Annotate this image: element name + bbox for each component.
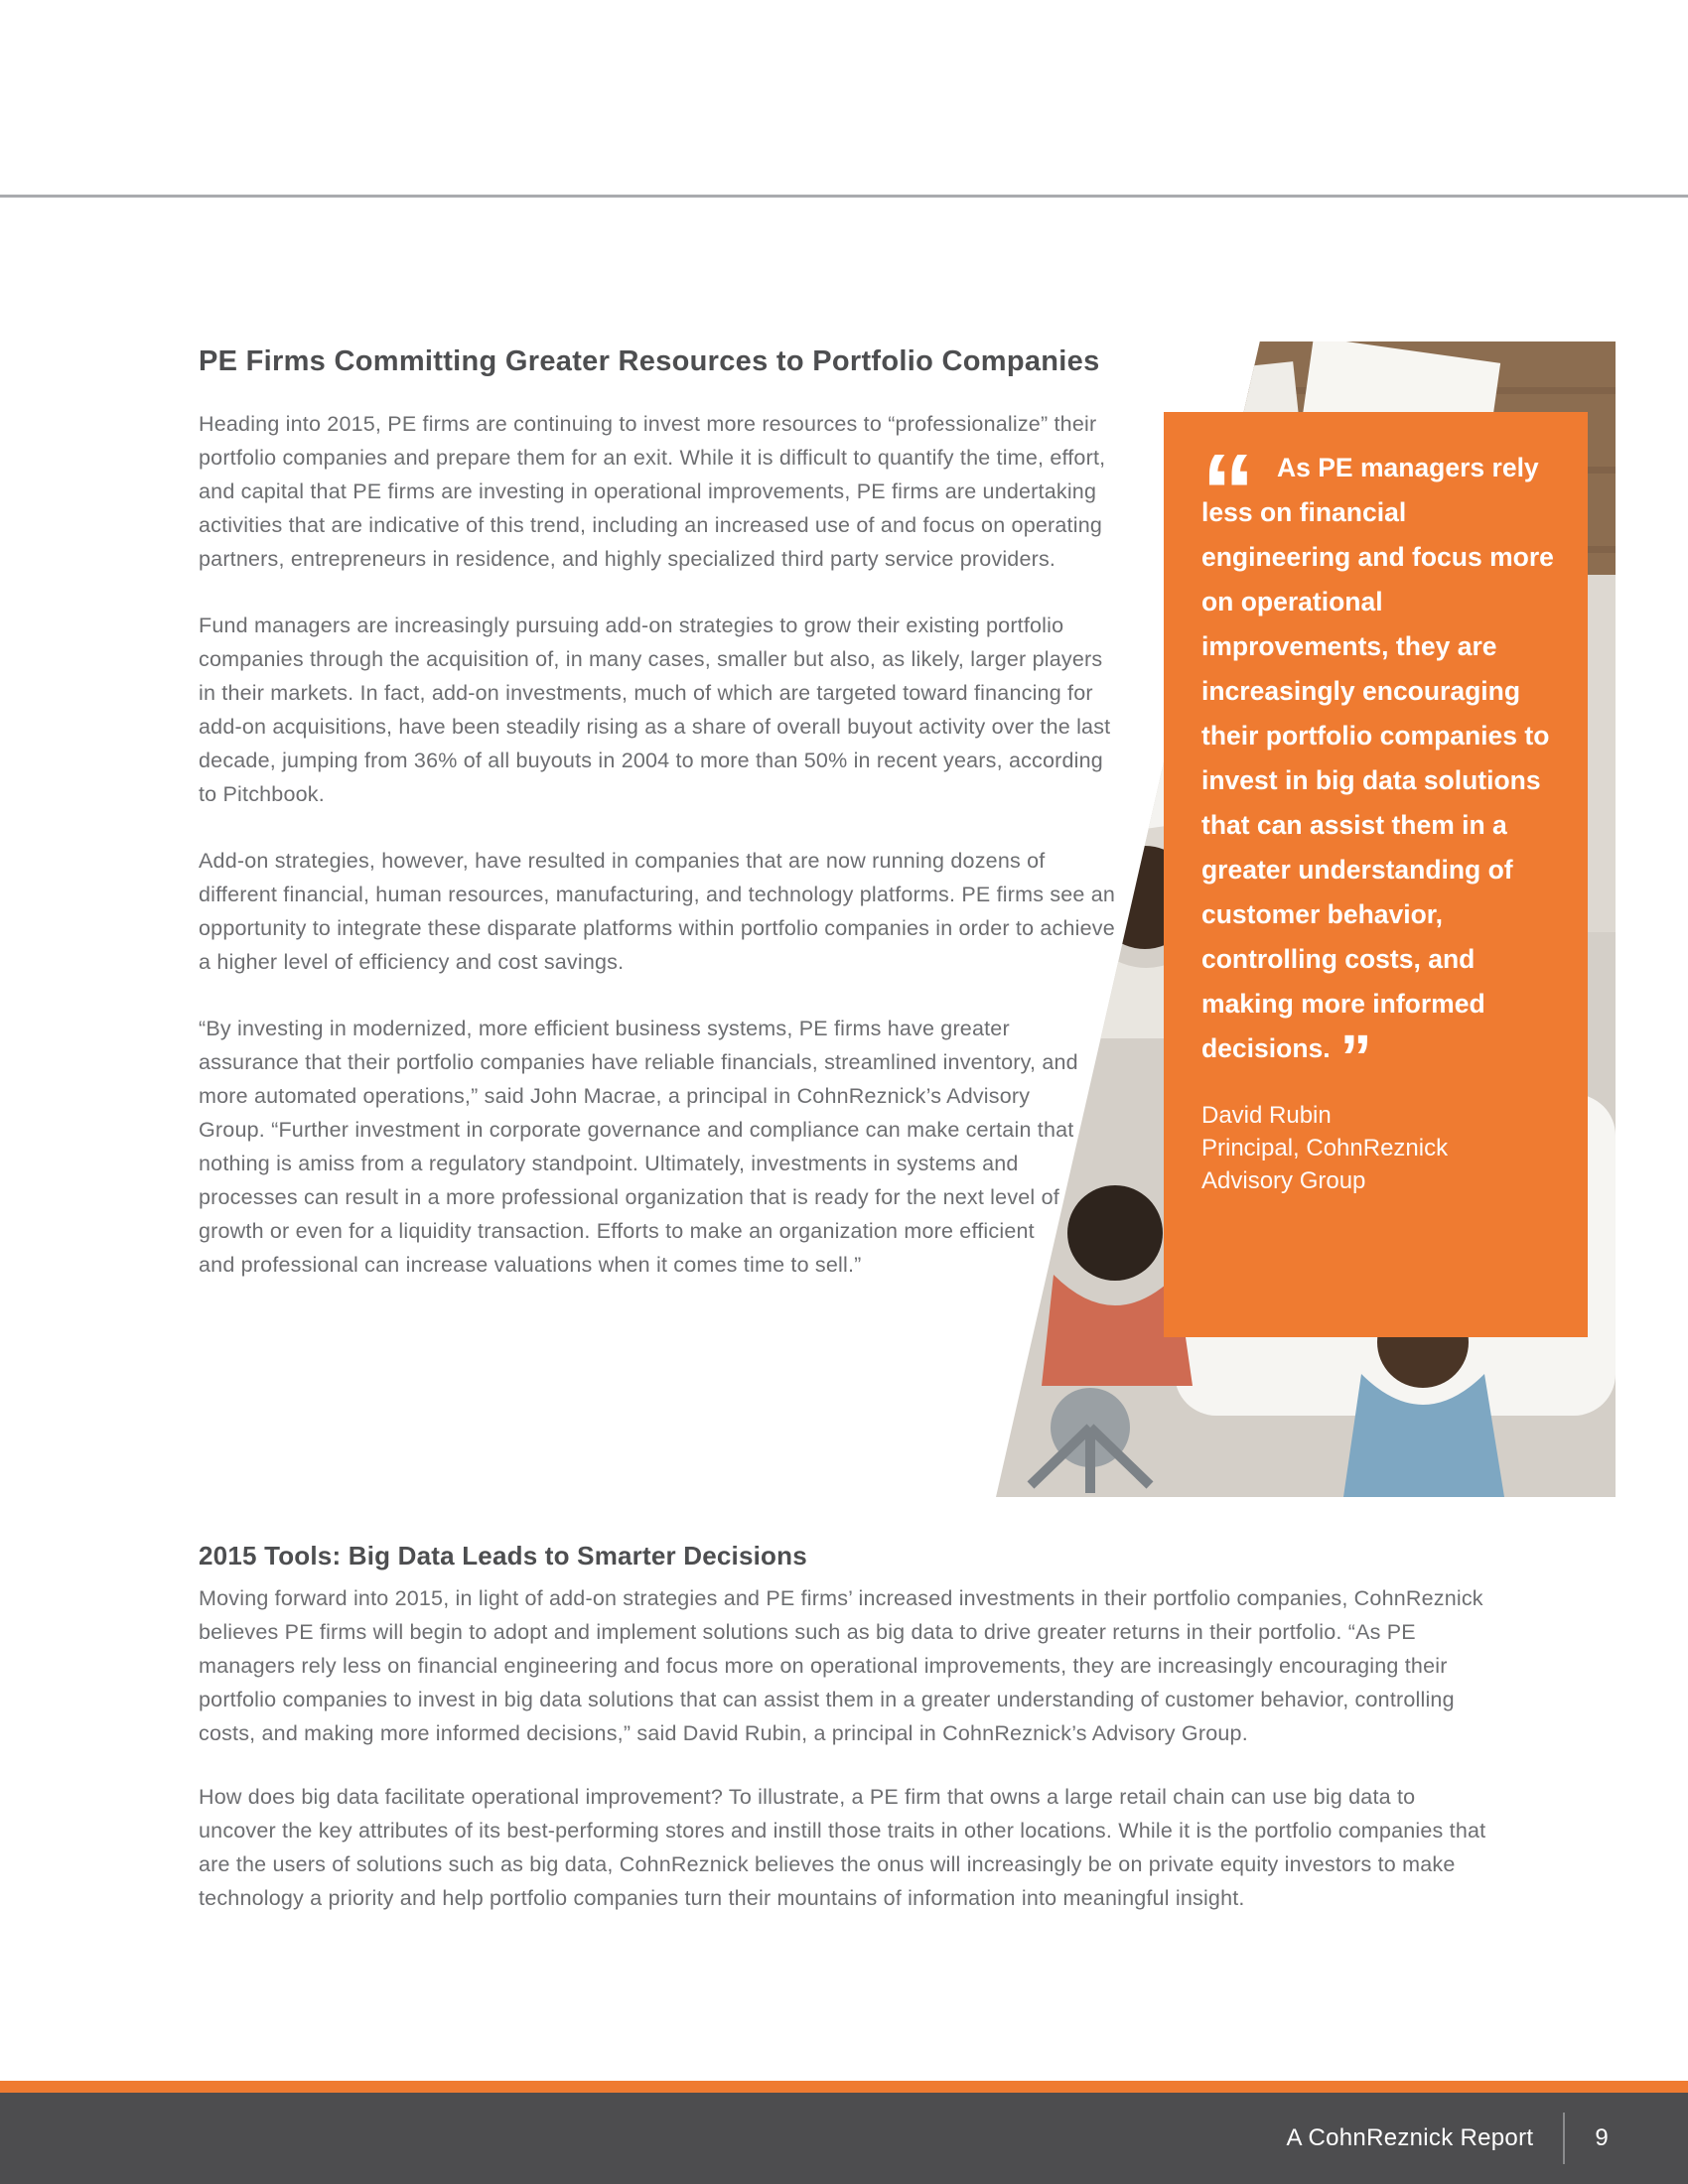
attribution-title-line1: Principal, CohnReznick xyxy=(1201,1135,1449,1161)
footer-bar xyxy=(0,2093,1688,2184)
top-divider xyxy=(0,195,1688,198)
section-2015-tools xyxy=(199,1541,1491,1945)
body-paragraph: Heading into 2015, PE firms are continuing to invest more resources to “professionalize” their portfolio companies and prepare them for an exit. While it is difficult to quantify the time, effort, and capital that PE firms are investing in operational improvements, PE firms are undertaking activities that are indicative of this trend, including an increased use of and focus on operating partners, entrepreneurs in residence, and highly specialized third party service providers. xyxy=(199,412,1106,571)
attribution-name: David Rubin xyxy=(1201,1102,1332,1129)
open-quote-icon: “ xyxy=(1201,431,1249,551)
pull-quote-text: As PE managers rely less on financial engineering and focus more on operational improvements, they are increasingly encouraging their portfolio companies to invest in big data solutions that can assist them in a greater understanding of customer behavior, controlling costs, and making more informed decisions. xyxy=(1201,453,1554,1063)
footer-divider xyxy=(1563,2113,1565,2164)
footer-label: A CohnReznick Report xyxy=(1286,2124,1534,2151)
body-paragraph: How does big data facilitate operational improvement? To illustrate, a PE firm that owns a large retail chain can use big data to uncover the key attributes of its best-performing stores and instill those traits in other locations. While it is the portfolio companies that are the users of solutions such as big data, CohnReznick believes the onus will increasingly be on private equity investors to make technology a priority and help portfolio companies turn their mountains of information into meaningful insight. xyxy=(199,1785,1486,1910)
page-title: PE Firms Committing Greater Resources to Portfolio Companies xyxy=(199,345,1100,377)
footer-content xyxy=(1287,2093,1609,2184)
footer-accent-stripe xyxy=(0,2081,1688,2093)
body-paragraph: Fund managers are increasingly pursuing add-on strategies to grow their existing portfolio companies through the acquisition of, in many cases, smaller but also, as likely, larger players in their markets. In fact, add-on investments, much of which are targeted toward financing for add-on acquisitions, have been steadily rising as a share of overall buyout activity over the last decade, jumping from 36% of all buyouts in 2004 to more than 50% in recent years, according to Pitchbook. xyxy=(199,614,1111,806)
quote-attribution xyxy=(1201,1099,1554,1197)
pull-quote: “ As PE managers rely less on financial engineering and focus more on operational improvements, they are increasingly encouraging their portfolio companies to invest in big data solutions that can assist them in a greater understanding of customer behavior, controlling costs, and making more informed decisions. ” xyxy=(1201,431,1554,1093)
section-pe-firms xyxy=(199,407,1118,1499)
section-heading: 2015 Tools: Big Data Leads to Smarter Decisions xyxy=(199,1541,807,1570)
pull-quote-panel xyxy=(1164,412,1588,1337)
body-paragraph: Add-on strategies, however, have resulted in companies that are now running dozens of different financial, human resources, manufacturing, and technology platforms. PE firms see an opportunity to integrate these disparate platforms within portfolio companies in order to achieve a higher level of efficiency and cost savings. xyxy=(199,849,1116,974)
attribution-title-line2: Advisory Group xyxy=(1201,1167,1366,1194)
page-number: 9 xyxy=(1595,2124,1609,2151)
body-paragraph: “By investing in modernized, more efficient business systems, PE firms have greater assurance that their portfolio companies have reliable financials, streamlined inventory, and more automated operations,” said John Macrae, a principal in CohnReznick’s Advisory Group. “Further investment in corporate governance and compliance can make certain that nothing is amiss from a regulatory standpoint. Ultimately, investments in systems and processes can result in a more professional organization that is ready for the next level of growth or even for a liquidity transaction. Efforts to make an organization more efficient and professional can increase valuations when it comes time to sell.” xyxy=(199,1017,1078,1277)
body-paragraph: Moving forward into 2015, in light of add-on strategies and PE firms’ increased investments in their portfolio companies, CohnReznick believes PE firms will begin to adopt and implement solutions such as big data to drive greater returns in their portfolio. “As PE managers rely less on financial engineering and focus more on operational improvements, they are increasingly encouraging their portfolio companies to invest in big data solutions that can assist them in a greater understanding of customer behavior, controlling costs, and making more informed decisions,” said David Rubin, a principal in CohnReznick’s Advisory Group. xyxy=(199,1586,1483,1745)
